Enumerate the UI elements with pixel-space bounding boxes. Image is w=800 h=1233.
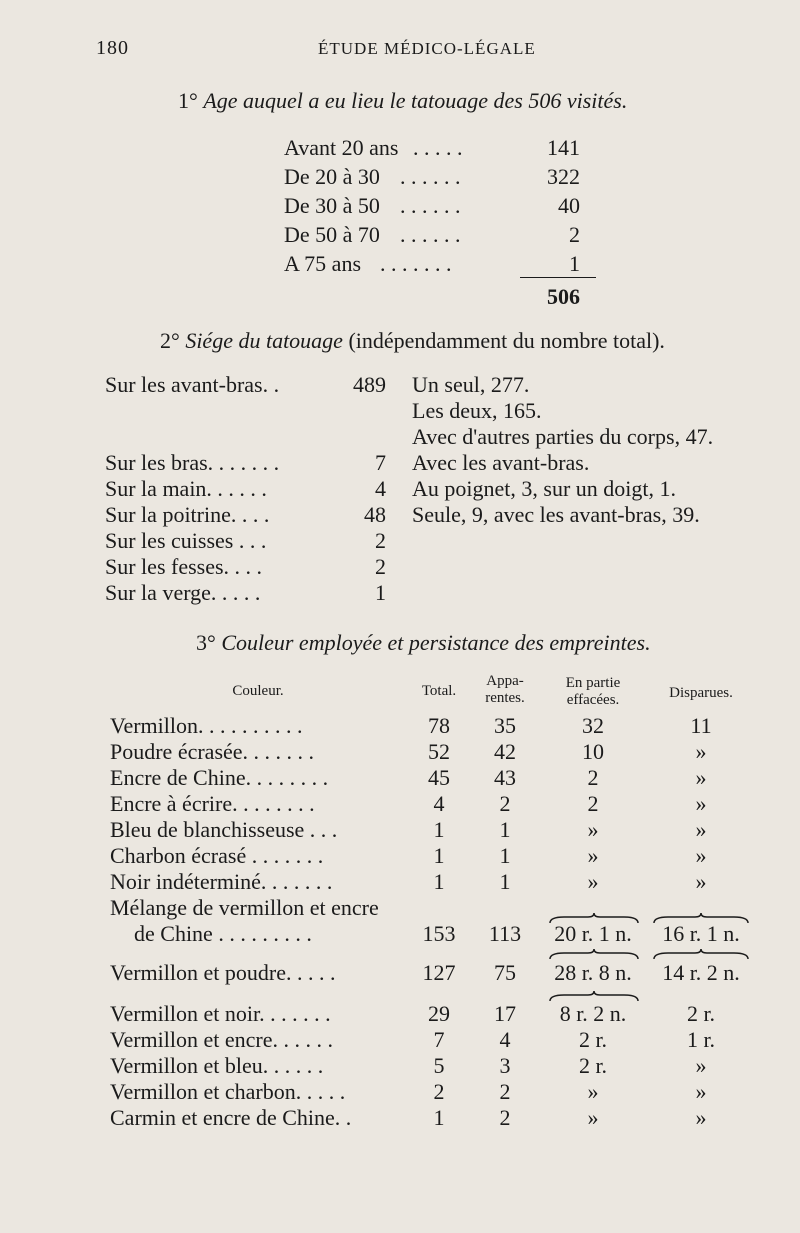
- color-total: 78: [428, 713, 450, 738]
- color-total: 153: [422, 921, 456, 946]
- color-apparentes: 1: [499, 817, 511, 842]
- total-rule: [520, 277, 596, 278]
- color-name: Vermillon. . . . . . . . . .: [110, 713, 303, 738]
- color-effacees: 2 r.: [578, 1053, 608, 1078]
- color-name: Vermillon et noir. . . . . . .: [110, 1001, 331, 1026]
- age-row-value: 2: [569, 222, 580, 247]
- section2-heading: [160, 330, 665, 352]
- location-label: Sur les fesses. . . .: [105, 554, 263, 579]
- location-label: Sur les bras. . . . . . .: [105, 450, 280, 475]
- location-label: Sur les cuisses . . .: [105, 528, 267, 553]
- location-value: 4: [375, 476, 386, 501]
- color-disparues: 14 r. 2 n.: [662, 960, 740, 985]
- color-apparentes: 113: [488, 921, 522, 946]
- location-value: 48: [364, 502, 386, 527]
- age-row-label: A 75 ans: [284, 251, 361, 276]
- color-total: 5: [433, 1053, 445, 1078]
- age-row-dots: . . . . . .: [400, 222, 461, 247]
- location-detail: Les deux, 165.: [412, 398, 542, 423]
- running-title: ÉTUDE MÉDICO-LÉGALE: [318, 39, 536, 58]
- color-effacees: »: [587, 869, 599, 894]
- color-apparentes: 2: [499, 1105, 511, 1130]
- location-label: Sur les avant-bras. .: [105, 372, 280, 397]
- color-name: Encre de Chine. . . . . . . .: [110, 765, 329, 790]
- color-apparentes: 42: [494, 739, 516, 764]
- age-row-value: 141: [547, 135, 580, 160]
- color-apparentes: 1: [499, 869, 511, 894]
- color-total: 127: [422, 960, 456, 985]
- color-total: 45: [428, 765, 450, 790]
- age-total: 506: [547, 284, 580, 309]
- color-name: Vermillon et bleu. . . . . .: [110, 1053, 324, 1078]
- color-effacees: 32: [582, 713, 604, 738]
- color-effacees: 10: [582, 739, 604, 764]
- color-effacees: »: [587, 817, 599, 842]
- age-row-value: 40: [558, 193, 580, 218]
- color-effacees: 2: [587, 765, 599, 790]
- color-name: Vermillon et poudre. . . . .: [110, 960, 336, 985]
- color-total: 2: [433, 1079, 445, 1104]
- color-name: Noir indéterminé. . . . . . .: [110, 869, 333, 894]
- color-name: Vermillon et encre. . . . . .: [110, 1027, 333, 1052]
- color-name: Encre à écrire. . . . . . . .: [110, 791, 315, 816]
- age-row-label: De 30 à 50: [284, 193, 380, 218]
- section2-title-rest: (indépendamment du nombre total).: [348, 328, 665, 353]
- color-effacees: »: [587, 1105, 599, 1130]
- color-apparentes: 35: [494, 713, 516, 738]
- color-effacees: »: [587, 843, 599, 868]
- color-apparentes: 3: [499, 1053, 511, 1078]
- color-disparues: »: [695, 843, 707, 868]
- color-name: Charbon écrasé . . . . . . .: [110, 843, 324, 868]
- age-row-dots: . . . . . .: [400, 193, 461, 218]
- section3-title: Couleur employée et persistance des empreintes.: [221, 630, 651, 655]
- color-effacees: 8 r. 2 n.: [559, 1001, 627, 1026]
- location-label: Sur la main. . . . . .: [105, 476, 267, 501]
- age-row-dots: . . . . .: [413, 135, 463, 160]
- color-total: 29: [428, 1001, 450, 1026]
- color-apparentes: 2: [499, 1079, 511, 1104]
- color-disparues: »: [695, 1105, 707, 1130]
- col-header-effacees-1: En partie: [565, 675, 621, 691]
- color-name: de Chine . . . . . . . . .: [134, 921, 312, 946]
- color-disparues: »: [695, 739, 707, 764]
- color-total: 4: [433, 791, 445, 816]
- section2-title-italic: Siége du tatouage: [185, 328, 343, 353]
- color-apparentes: 2: [499, 791, 511, 816]
- col-header-couleur: Couleur.: [232, 683, 284, 699]
- color-name: Bleu de blanchisseuse . . .: [110, 817, 338, 842]
- color-disparues: »: [695, 1053, 707, 1078]
- location-value: 489: [353, 372, 386, 397]
- color-apparentes: 75: [494, 960, 516, 985]
- section3-number: 3°: [196, 630, 216, 655]
- color-total: 1: [433, 1105, 445, 1130]
- age-row-value: 322: [547, 164, 580, 189]
- color-name: Poudre écrasée. . . . . . .: [110, 739, 315, 764]
- brace-mid-disparues: [652, 948, 750, 960]
- location-detail: Au poignet, 3, sur un doigt, 1.: [412, 476, 676, 501]
- location-detail: Un seul, 277.: [412, 372, 530, 397]
- color-disparues: »: [695, 765, 707, 790]
- location-label: Sur la poitrine. . . .: [105, 502, 270, 527]
- age-row-label: Avant 20 ans: [284, 135, 399, 160]
- location-value: 2: [375, 554, 386, 579]
- color-effacees: 2 r.: [578, 1027, 608, 1052]
- location-value: 7: [375, 450, 386, 475]
- color-disparues: 11: [690, 713, 712, 738]
- section1-title: Age auquel a eu lieu le tatouage des 506 visités.: [203, 88, 628, 113]
- color-name: Vermillon et charbon. . . . .: [110, 1079, 346, 1104]
- section1-heading: [178, 90, 627, 112]
- color-disparues: 2 r.: [686, 1001, 716, 1026]
- col-header-apparentes-1: Appa-: [486, 673, 524, 689]
- color-disparues: »: [695, 791, 707, 816]
- age-row-label: De 50 à 70: [284, 222, 380, 247]
- age-row-value: 1: [569, 251, 580, 276]
- location-label: Sur la verge. . . . .: [105, 580, 261, 605]
- age-row-dots: . . . . . . .: [380, 251, 452, 276]
- color-total: 1: [433, 843, 445, 868]
- color-effacees: 2: [587, 791, 599, 816]
- color-effacees: 28 r. 8 n.: [554, 960, 632, 985]
- color-name: Mélange de vermillon et encre: [110, 895, 379, 920]
- location-value: 1: [375, 580, 386, 605]
- location-detail: Avec les avant-bras.: [412, 450, 590, 475]
- location-detail: Avec d'autres parties du corps, 47.: [412, 424, 714, 449]
- col-header-effacees-2: effacées.: [566, 692, 620, 708]
- section1-number: 1°: [178, 88, 198, 113]
- page-number: 180: [96, 37, 129, 59]
- color-total: 1: [433, 869, 445, 894]
- color-total: 7: [433, 1027, 445, 1052]
- color-name: Carmin et encre de Chine. .: [110, 1105, 352, 1130]
- location-value: 2: [375, 528, 386, 553]
- color-apparentes: 1: [499, 843, 511, 868]
- age-row-dots: . . . . . .: [400, 164, 461, 189]
- color-disparues: 16 r. 1 n.: [662, 921, 740, 946]
- color-apparentes: 43: [494, 765, 516, 790]
- color-disparues: »: [695, 869, 707, 894]
- col-header-disparues: Disparues.: [669, 685, 733, 701]
- color-disparues: »: [695, 817, 707, 842]
- color-total: 52: [428, 739, 450, 764]
- color-disparues: 1 r.: [686, 1027, 716, 1052]
- section3-heading: [196, 632, 651, 654]
- col-header-total: Total.: [421, 683, 457, 699]
- age-row-label: De 20 à 30: [284, 164, 380, 189]
- color-effacees: 20 r. 1 n.: [554, 921, 632, 946]
- color-total: 1: [433, 817, 445, 842]
- color-disparues: »: [695, 1079, 707, 1104]
- col-header-apparentes-2: rentes.: [485, 690, 525, 706]
- brace-mid-effacees: [548, 948, 640, 960]
- color-apparentes: 4: [499, 1027, 511, 1052]
- color-effacees: »: [587, 1079, 599, 1104]
- color-apparentes: 17: [494, 1001, 516, 1026]
- location-detail: Seule, 9, avec les avant-bras, 39.: [412, 502, 700, 527]
- section2-number: 2°: [160, 328, 180, 353]
